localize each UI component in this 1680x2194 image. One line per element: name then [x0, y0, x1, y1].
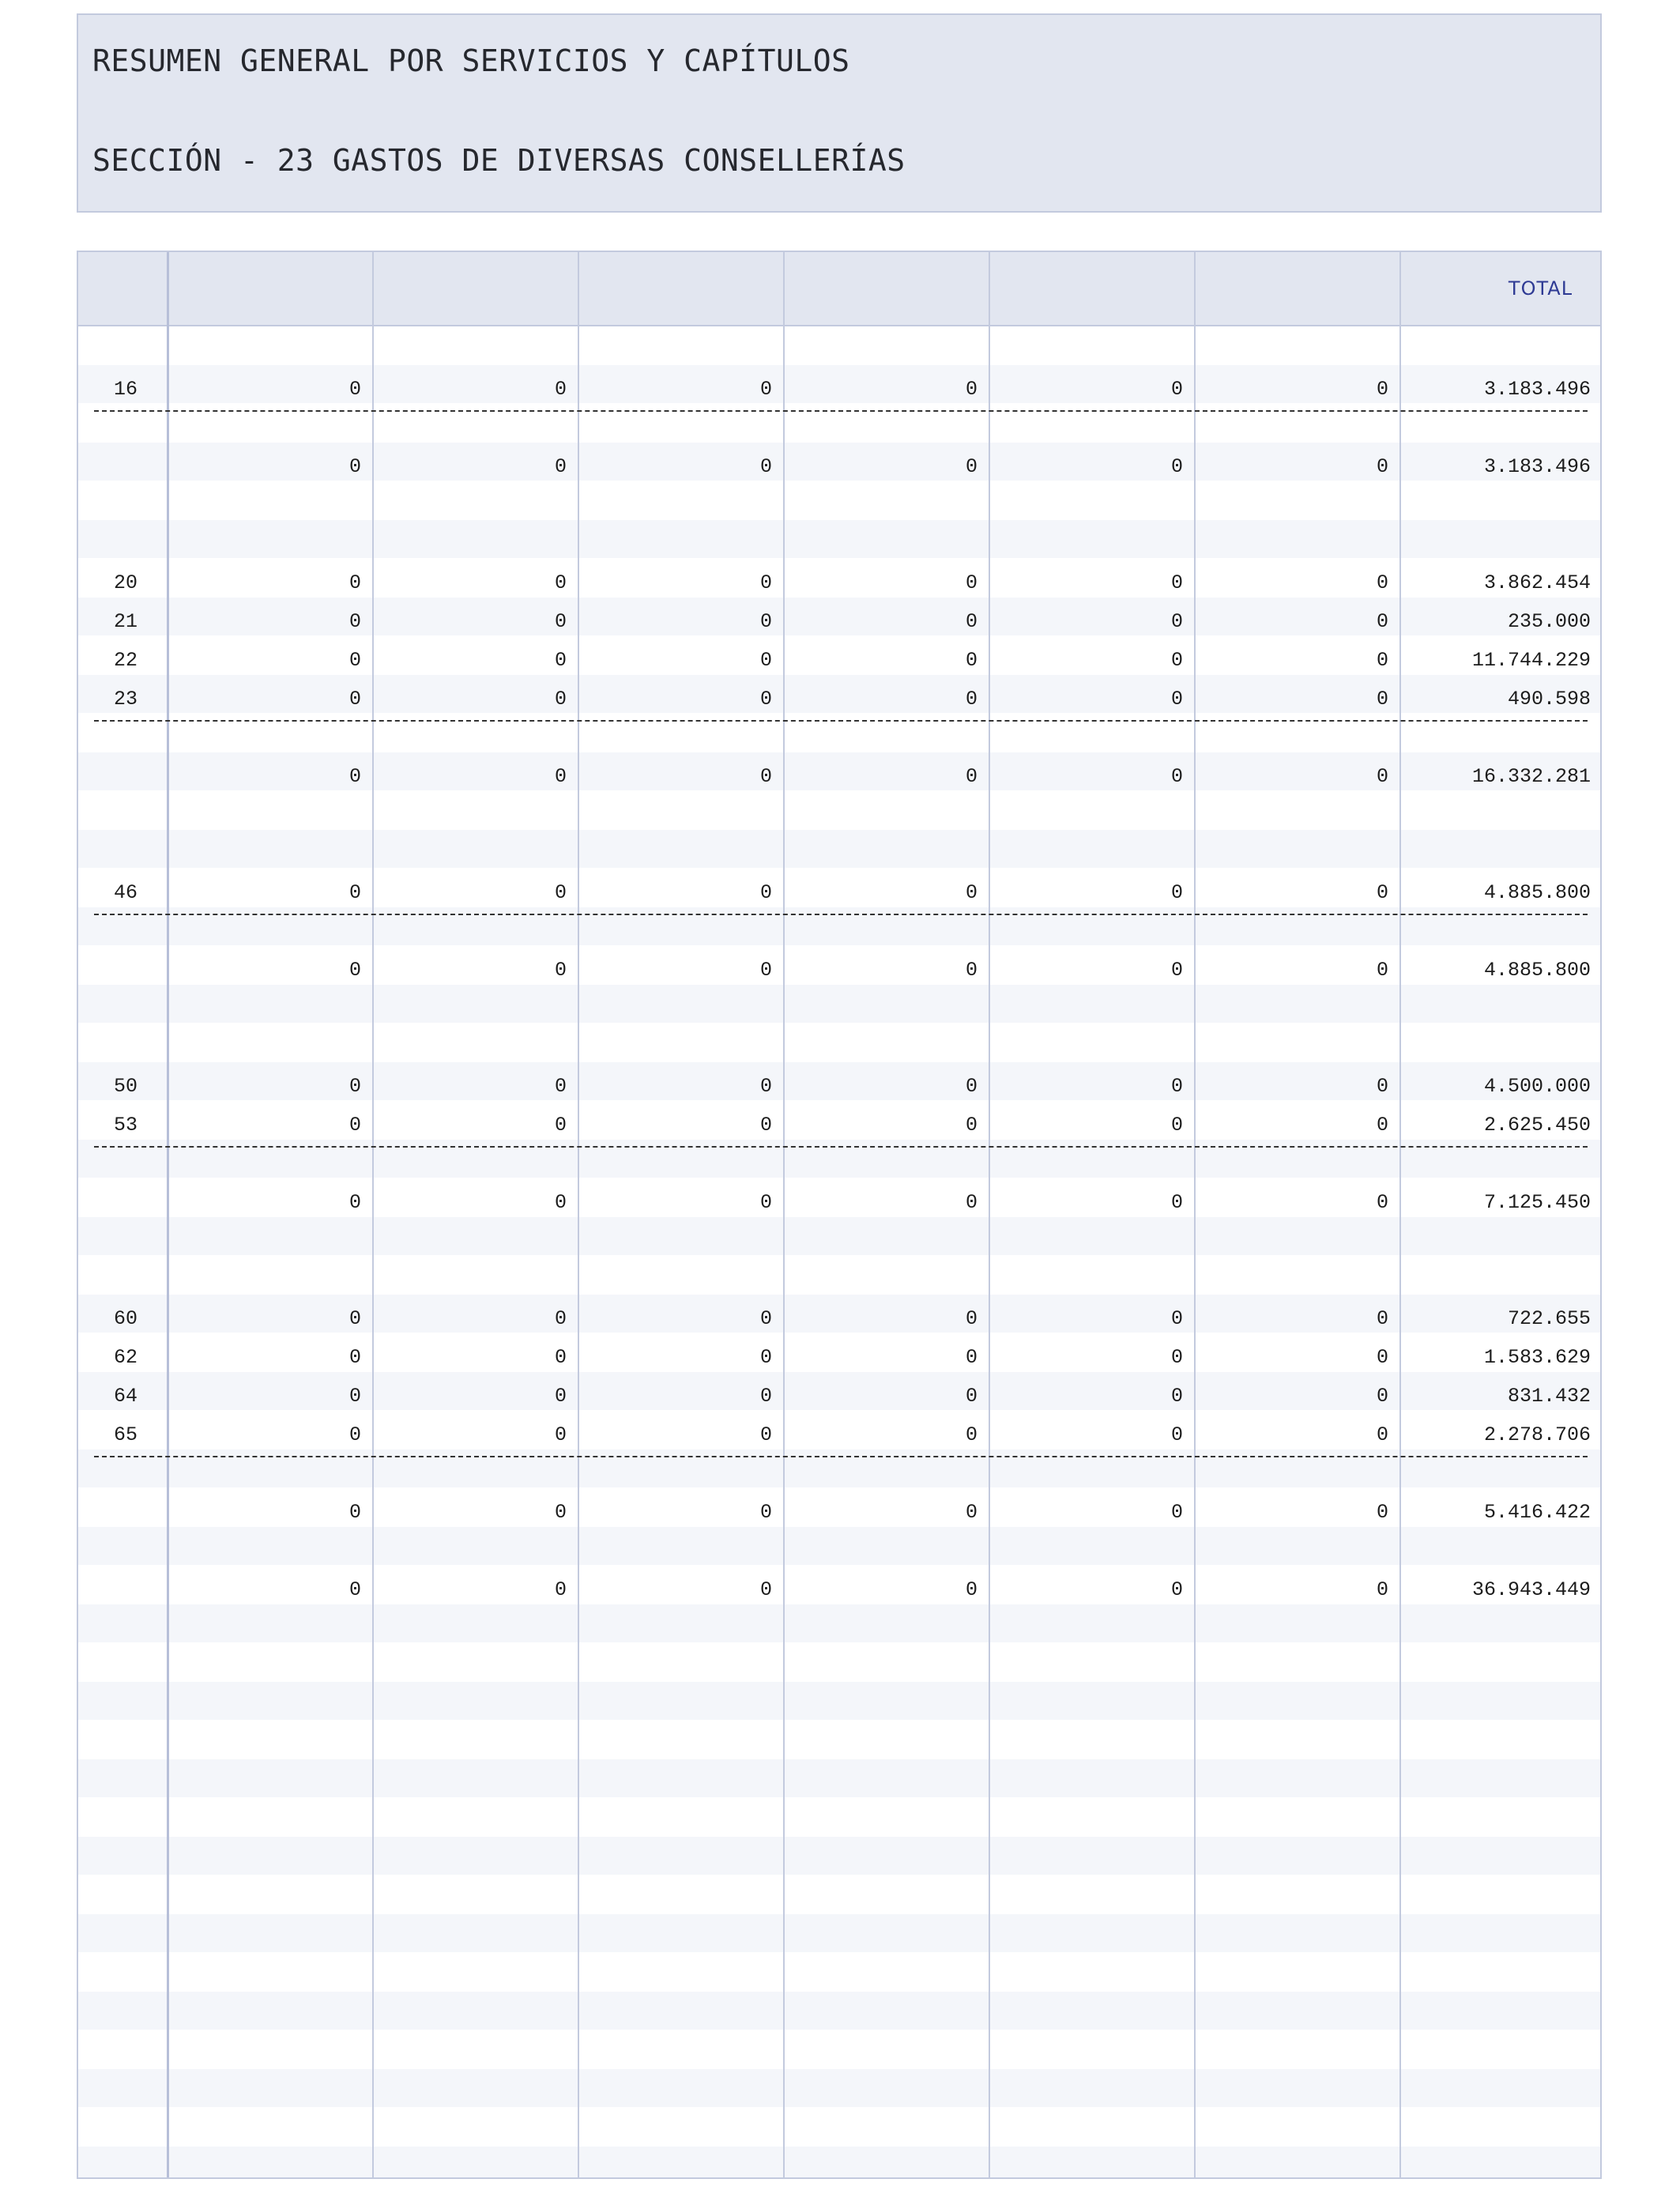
value-cell: 0: [1170, 455, 1183, 478]
value-cell: 0: [1170, 1346, 1183, 1369]
value-cell: 0: [965, 1307, 977, 1330]
column-divider: [989, 252, 990, 2177]
total-cell: 4.885.800: [1483, 959, 1591, 982]
column-header-row: [78, 252, 1600, 326]
total-cell: 2.278.706: [1483, 1423, 1591, 1446]
value-cell: 0: [1170, 1385, 1183, 1408]
column-divider: [1399, 252, 1401, 2177]
value-cell: 0: [965, 1385, 977, 1408]
value-cell: 0: [1170, 1191, 1183, 1214]
value-cell: 0: [1376, 1501, 1388, 1524]
column-divider: [167, 252, 169, 2177]
value-cell: 0: [1170, 571, 1183, 594]
value-cell: 0: [554, 1501, 567, 1524]
value-cell: 0: [759, 1423, 772, 1446]
value-cell: 0: [965, 1191, 977, 1214]
value-cell: 0: [348, 1191, 361, 1214]
value-cell: 0: [965, 1075, 977, 1098]
chapter-code: 53: [113, 1114, 137, 1137]
value-cell: 0: [1376, 378, 1388, 401]
row-stripe: [78, 985, 1600, 1023]
value-cell: 0: [759, 1307, 772, 1330]
value-cell: 0: [1376, 765, 1388, 788]
value-cell: 0: [759, 688, 772, 711]
value-cell: 0: [1376, 455, 1388, 478]
chapter-code: 65: [113, 1423, 137, 1446]
total-cell: 722.655: [1507, 1307, 1591, 1330]
value-cell: 0: [1376, 1423, 1388, 1446]
value-cell: 0: [1376, 688, 1388, 711]
chapter-code: 46: [113, 881, 137, 904]
separator-line: [94, 1456, 1588, 1457]
report-header: [77, 13, 1602, 213]
value-cell: 0: [965, 571, 977, 594]
value-cell: 0: [554, 1385, 567, 1408]
value-cell: 0: [965, 688, 977, 711]
value-cell: 0: [348, 959, 361, 982]
row-stripe: [78, 2069, 1600, 2107]
column-divider: [372, 252, 374, 2177]
total-cell: 3.862.454: [1483, 571, 1591, 594]
total-cell: 7.125.450: [1483, 1191, 1591, 1214]
report-title: RESUMEN GENERAL POR SERVICIOS Y CAPÍTULOS: [92, 43, 850, 78]
value-cell: 0: [554, 571, 567, 594]
value-cell: 0: [1376, 1578, 1388, 1601]
total-cell: 831.432: [1507, 1385, 1591, 1408]
value-cell: 0: [348, 1114, 361, 1137]
chapter-code: 21: [113, 610, 137, 633]
value-cell: 0: [554, 1075, 567, 1098]
value-cell: 0: [348, 1423, 361, 1446]
value-cell: 0: [348, 1346, 361, 1369]
value-cell: 0: [554, 1307, 567, 1330]
total-cell: 11.744.229: [1471, 649, 1591, 672]
value-cell: 0: [1376, 959, 1388, 982]
value-cell: 0: [759, 881, 772, 904]
value-cell: 0: [759, 571, 772, 594]
value-cell: 0: [759, 1075, 772, 1098]
total-cell: 2.625.450: [1483, 1114, 1591, 1137]
value-cell: 0: [759, 765, 772, 788]
value-cell: 0: [759, 1385, 772, 1408]
column-divider: [1194, 252, 1196, 2177]
chapter-code: 16: [113, 378, 137, 401]
separator-line: [94, 914, 1588, 915]
value-cell: 0: [1376, 610, 1388, 633]
row-stripe: [78, 1992, 1600, 2030]
value-cell: 0: [965, 959, 977, 982]
value-cell: 0: [1170, 1114, 1183, 1137]
value-cell: 0: [1376, 1191, 1388, 1214]
value-cell: 0: [759, 610, 772, 633]
value-cell: 0: [348, 610, 361, 633]
value-cell: 0: [965, 378, 977, 401]
total-cell: 5.416.422: [1483, 1501, 1591, 1524]
chapter-code: 62: [113, 1346, 137, 1369]
row-stripe: [78, 830, 1600, 868]
value-cell: 0: [965, 1423, 977, 1446]
row-stripe: [78, 2147, 1600, 2179]
total-cell: 16.332.281: [1471, 765, 1591, 788]
value-cell: 0: [1170, 378, 1183, 401]
row-stripe: [78, 1837, 1600, 1875]
value-cell: 0: [965, 1346, 977, 1369]
row-stripe: [78, 520, 1600, 558]
value-cell: 0: [1376, 1075, 1388, 1098]
value-cell: 0: [1170, 765, 1183, 788]
value-cell: 0: [965, 610, 977, 633]
value-cell: 0: [348, 378, 361, 401]
value-cell: 0: [554, 881, 567, 904]
row-stripe: [78, 1914, 1600, 1952]
total-cell: 36.943.449: [1471, 1578, 1591, 1601]
value-cell: 0: [554, 378, 567, 401]
value-cell: 0: [348, 1307, 361, 1330]
value-cell: 0: [1376, 881, 1388, 904]
value-cell: 0: [965, 1578, 977, 1601]
total-cell: 4.885.800: [1483, 881, 1591, 904]
row-stripe: [78, 1527, 1600, 1565]
value-cell: 0: [554, 649, 567, 672]
separator-line: [94, 720, 1588, 722]
total-cell: 3.183.496: [1483, 455, 1591, 478]
value-cell: 0: [554, 1578, 567, 1601]
value-cell: 0: [554, 455, 567, 478]
value-cell: 0: [759, 455, 772, 478]
value-cell: 0: [554, 610, 567, 633]
value-cell: 0: [759, 649, 772, 672]
row-stripe: [78, 1759, 1600, 1797]
row-stripe: [78, 1217, 1600, 1255]
separator-line: [94, 410, 1588, 412]
chapter-code: 50: [113, 1075, 137, 1098]
value-cell: 0: [1376, 1114, 1388, 1137]
value-cell: 0: [348, 688, 361, 711]
value-cell: 0: [348, 1501, 361, 1524]
column-divider: [578, 252, 579, 2177]
value-cell: 0: [554, 1191, 567, 1214]
total-cell: 3.183.496: [1483, 378, 1591, 401]
value-cell: 0: [965, 765, 977, 788]
value-cell: 0: [965, 649, 977, 672]
value-cell: 0: [554, 765, 567, 788]
chapter-code: 60: [113, 1307, 137, 1330]
value-cell: 0: [759, 378, 772, 401]
value-cell: 0: [1376, 649, 1388, 672]
value-cell: 0: [759, 1346, 772, 1369]
value-cell: 0: [348, 649, 361, 672]
value-cell: 0: [348, 881, 361, 904]
chapter-code: 20: [113, 571, 137, 594]
value-cell: 0: [554, 688, 567, 711]
column-divider: [783, 252, 785, 2177]
chapter-code: 64: [113, 1385, 137, 1408]
chapter-code: 23: [113, 688, 137, 711]
value-cell: 0: [965, 455, 977, 478]
value-cell: 0: [965, 1114, 977, 1137]
total-cell: 1.583.629: [1483, 1346, 1591, 1369]
section-title: SECCIÓN - 23 GASTOS DE DIVERSAS CONSELLERÍAS: [92, 143, 906, 178]
value-cell: 0: [1170, 881, 1183, 904]
total-cell: 490.598: [1507, 688, 1591, 711]
value-cell: 0: [1170, 1501, 1183, 1524]
row-stripe: [78, 1682, 1600, 1720]
value-cell: 0: [1170, 1307, 1183, 1330]
value-cell: 0: [348, 1075, 361, 1098]
value-cell: 0: [1376, 571, 1388, 594]
value-cell: 0: [554, 1346, 567, 1369]
value-cell: 0: [759, 959, 772, 982]
value-cell: 0: [348, 765, 361, 788]
summary-table: [77, 251, 1602, 2179]
value-cell: 0: [1170, 959, 1183, 982]
value-cell: 0: [759, 1191, 772, 1214]
value-cell: 0: [1376, 1346, 1388, 1369]
total-cell: 4.500.000: [1483, 1075, 1591, 1098]
value-cell: 0: [554, 959, 567, 982]
value-cell: 0: [348, 455, 361, 478]
value-cell: 0: [965, 1501, 977, 1524]
value-cell: 0: [348, 571, 361, 594]
value-cell: 0: [965, 881, 977, 904]
row-stripe: [78, 1604, 1600, 1642]
value-cell: 0: [1170, 688, 1183, 711]
total-cell: 235.000: [1507, 610, 1591, 633]
value-cell: 0: [1170, 1075, 1183, 1098]
separator-line: [94, 1146, 1588, 1148]
value-cell: 0: [759, 1501, 772, 1524]
value-cell: 0: [759, 1578, 772, 1601]
value-cell: 0: [1170, 610, 1183, 633]
value-cell: 0: [554, 1423, 567, 1446]
value-cell: 0: [1170, 1423, 1183, 1446]
value-cell: 0: [554, 1114, 567, 1137]
chapter-code: 22: [113, 649, 137, 672]
total-column-header: TOTAL: [1508, 277, 1573, 300]
value-cell: 0: [348, 1578, 361, 1601]
value-cell: 0: [759, 1114, 772, 1137]
value-cell: 0: [348, 1385, 361, 1408]
value-cell: 0: [1170, 1578, 1183, 1601]
value-cell: 0: [1376, 1307, 1388, 1330]
value-cell: 0: [1376, 1385, 1388, 1408]
value-cell: 0: [1170, 649, 1183, 672]
